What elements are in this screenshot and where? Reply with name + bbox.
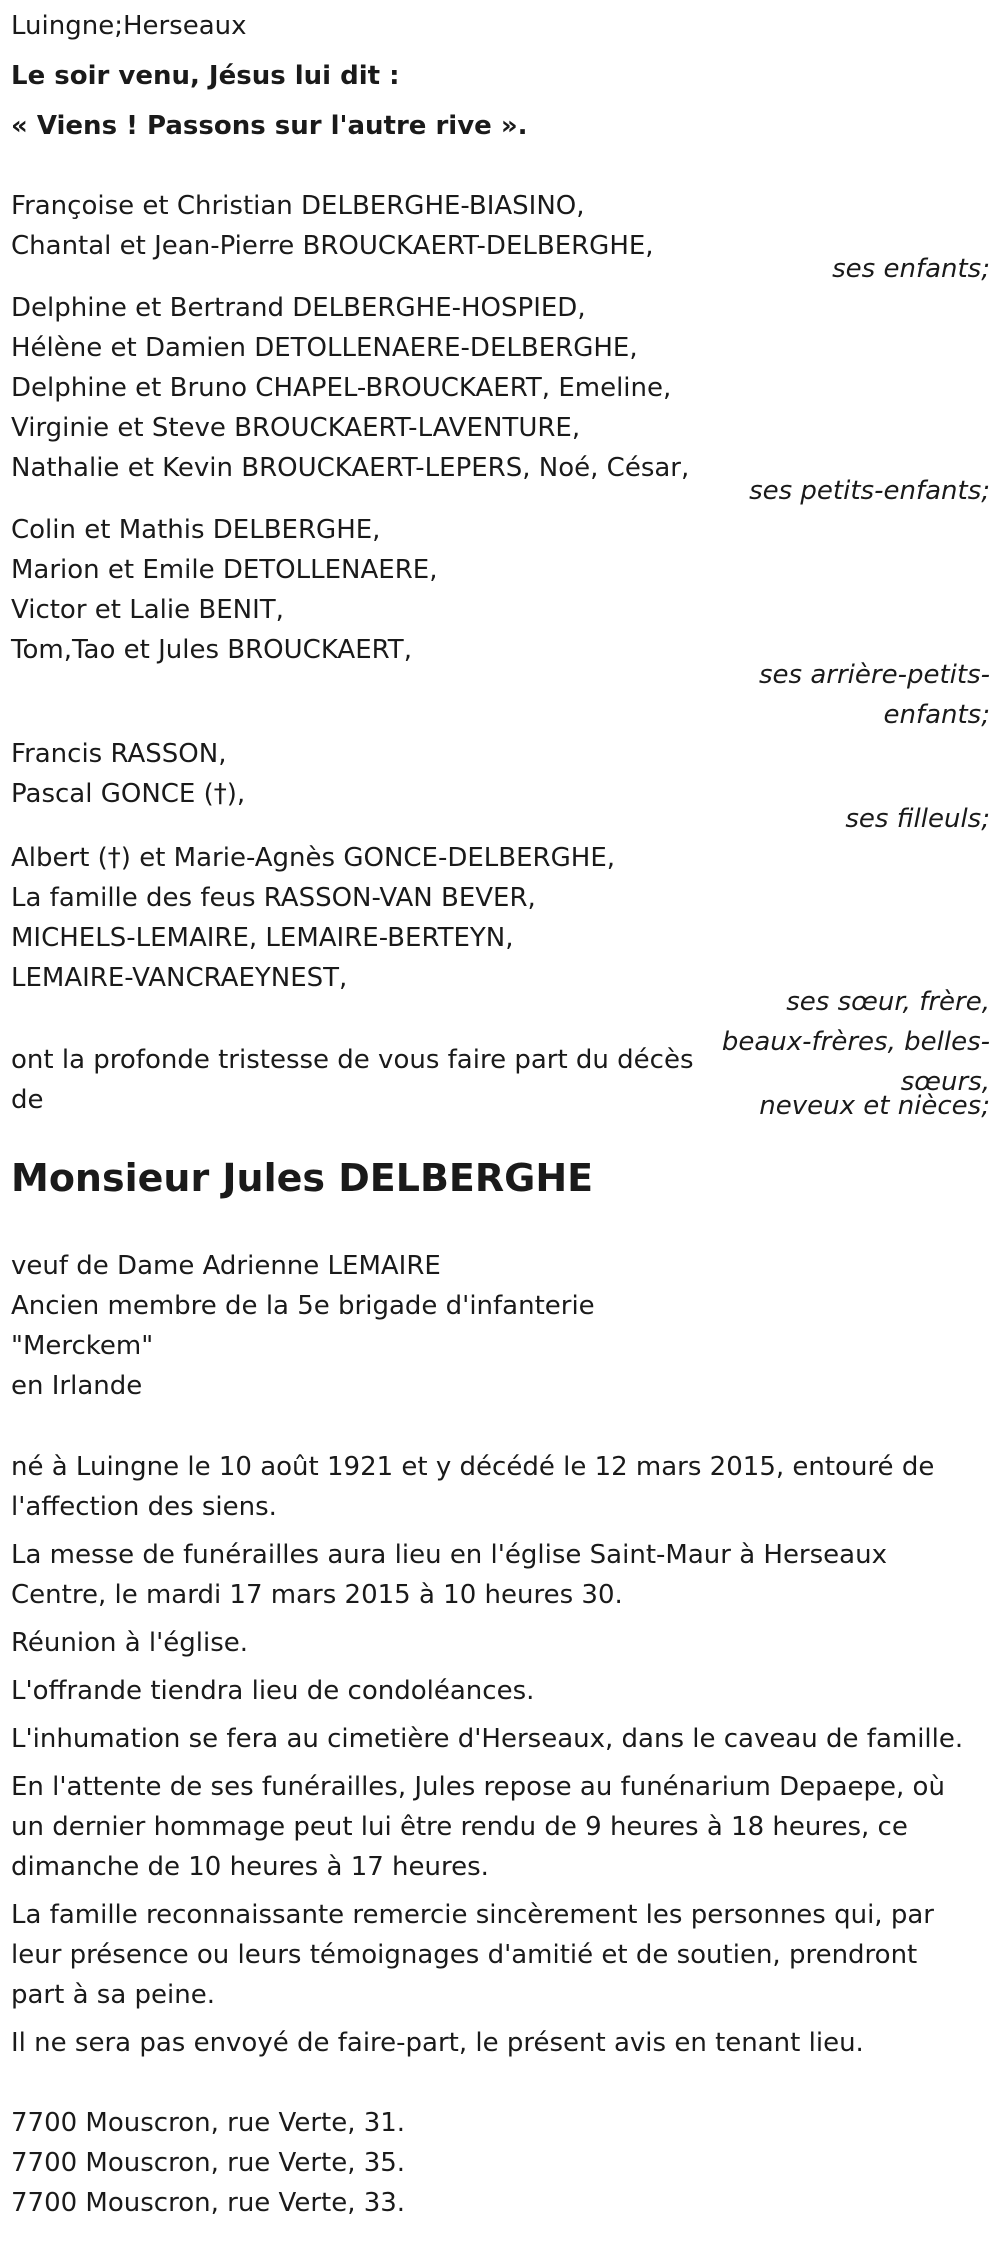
header — [11, 6, 247, 46]
paragraph-burial — [11, 1719, 963, 1759]
announcement-line: ont la profonde tristesse de vous faire part du décès — [11, 1045, 694, 1075]
paragraph-birth-death — [11, 1447, 934, 1527]
list-item: Chantal et Jean-Pierre BROUCKAERT-DELBERGHE, — [11, 231, 654, 261]
great-grandchildren-role — [759, 655, 990, 735]
paragraph-line: leur présence ou leurs témoignages d'amitié et de soutien, prendront — [11, 1940, 918, 1970]
paragraph-meeting — [11, 1623, 248, 1663]
paragraph-line: L'offrande tiendra lieu de condoléances. — [11, 1676, 535, 1706]
list-item: Nathalie et Kevin BROUCKAERT-LEPERS, Noé, César, — [11, 453, 690, 483]
address-line: 7700 Mouscron, rue Verte, 35. — [11, 2148, 406, 2178]
list-item: Colin et Mathis DELBERGHE, — [11, 515, 381, 545]
siblings-list — [11, 838, 615, 998]
children-list — [11, 186, 654, 266]
paragraph-funeral-mass — [11, 1535, 887, 1615]
siblings-role — [722, 982, 990, 1102]
list-item: Francis RASSON, — [11, 739, 227, 769]
role-line: beaux-frères, belles- — [721, 1027, 990, 1057]
detail-line: Ancien membre de la 5e brigade d'infanterie — [11, 1291, 595, 1321]
list-item: Victor et Lalie BENIT, — [11, 595, 284, 625]
paragraph-line: dimanche de 10 heures à 17 heures. — [11, 1852, 489, 1882]
role-line: ses arrière-petits- — [759, 660, 990, 690]
quote-line-2: « Viens ! Passons sur l'autre rive ». — [11, 111, 528, 141]
list-item: Tom,Tao et Jules BROUCKAERT, — [11, 635, 412, 665]
announcement — [11, 1040, 694, 1120]
paragraph-line: L'inhumation se fera au cimetière d'Herseaux, dans le caveau de famille. — [11, 1724, 964, 1754]
list-item: Albert (†) et Marie-Agnès GONCE-DELBERGHE, — [11, 843, 616, 873]
paragraph-line: part à sa peine. — [11, 1980, 215, 2010]
paragraph-line: Centre, le mardi 17 mars 2015 à 10 heures 30. — [11, 1580, 623, 1610]
paragraph-line: Réunion à l'église. — [11, 1628, 249, 1658]
role-line: ses sœur, frère, — [786, 987, 990, 1017]
detail-line: "Merckem" — [11, 1331, 154, 1361]
paragraph-no-notice — [11, 2023, 864, 2063]
list-item: Delphine et Bertrand DELBERGHE-HOSPIED, — [11, 293, 586, 323]
siblings-role-last: neveux et nièces; — [759, 1091, 990, 1121]
godchildren-list — [11, 734, 245, 814]
paragraph-line: né à Luingne le 10 août 1921 et y décédé le 12 mars 2015, entouré de — [11, 1452, 935, 1482]
addresses — [11, 2103, 405, 2223]
paragraph-thanks — [11, 1895, 934, 2015]
list-item: MICHELS-LEMAIRE, LEMAIRE-BERTEYN, — [11, 923, 514, 953]
list-item: Pascal GONCE (†), — [11, 779, 246, 809]
announcement-line: de — [11, 1085, 44, 1115]
deceased-details — [11, 1246, 595, 1406]
godchildren-role: ses filleuls; — [845, 804, 990, 834]
list-item: Marion et Emile DETOLLENAERE, — [11, 555, 438, 585]
list-item: Virginie et Steve BROUCKAERT-LAVENTURE, — [11, 413, 581, 443]
quote — [11, 56, 400, 96]
grandchildren-list — [11, 288, 689, 488]
paragraph-line: En l'attente de ses funérailles, Jules repose au funénarium Depaepe, où — [11, 1772, 945, 1802]
detail-line: veuf de Dame Adrienne LEMAIRE — [11, 1251, 441, 1281]
list-item: Delphine et Bruno CHAPEL-BROUCKAERT, Emeline, — [11, 373, 672, 403]
paragraph-line: un dernier hommage peut lui être rendu de 9 heures à 18 heures, ce — [11, 1812, 908, 1842]
list-item: LEMAIRE-VANCRAEYNEST, — [11, 963, 348, 993]
paragraph-line: La famille reconnaissante remercie sincèrement les personnes qui, par — [11, 1900, 934, 1930]
list-item: La famille des feus RASSON-VAN BEVER, — [11, 883, 536, 913]
children-role: ses enfants; — [832, 254, 990, 284]
list-item: Hélène et Damien DETOLLENAERE-DELBERGHE, — [11, 333, 638, 363]
great-grandchildren-list — [11, 510, 437, 670]
address-line: 7700 Mouscron, rue Verte, 31. — [11, 2108, 406, 2138]
paragraph-funeral-home — [11, 1767, 945, 1887]
detail-line: en Irlande — [11, 1371, 143, 1401]
paragraph-line: Il ne sera pas envoyé de faire-part, le présent avis en tenant lieu. — [11, 2028, 864, 2058]
paragraph-offering — [11, 1671, 534, 1711]
role-line: sœurs, — [900, 1067, 990, 1097]
paragraph-line: La messe de funérailles aura lieu en l'église Saint-Maur à Herseaux — [11, 1540, 887, 1570]
place-line: Luingne;Herseaux — [11, 11, 247, 41]
address-line: 7700 Mouscron, rue Verte, 33. — [11, 2188, 406, 2218]
quote-line-1: Le soir venu, Jésus lui dit : — [11, 61, 400, 91]
role-line: enfants; — [883, 700, 990, 730]
deceased-name: Monsieur Jules DELBERGHE — [11, 1156, 594, 1200]
grandchildren-role: ses petits-enfants; — [749, 476, 990, 506]
list-item: Françoise et Christian DELBERGHE-BIASINO, — [11, 191, 585, 221]
paragraph-line: l'affection des siens. — [11, 1492, 277, 1522]
quote — [11, 106, 528, 146]
